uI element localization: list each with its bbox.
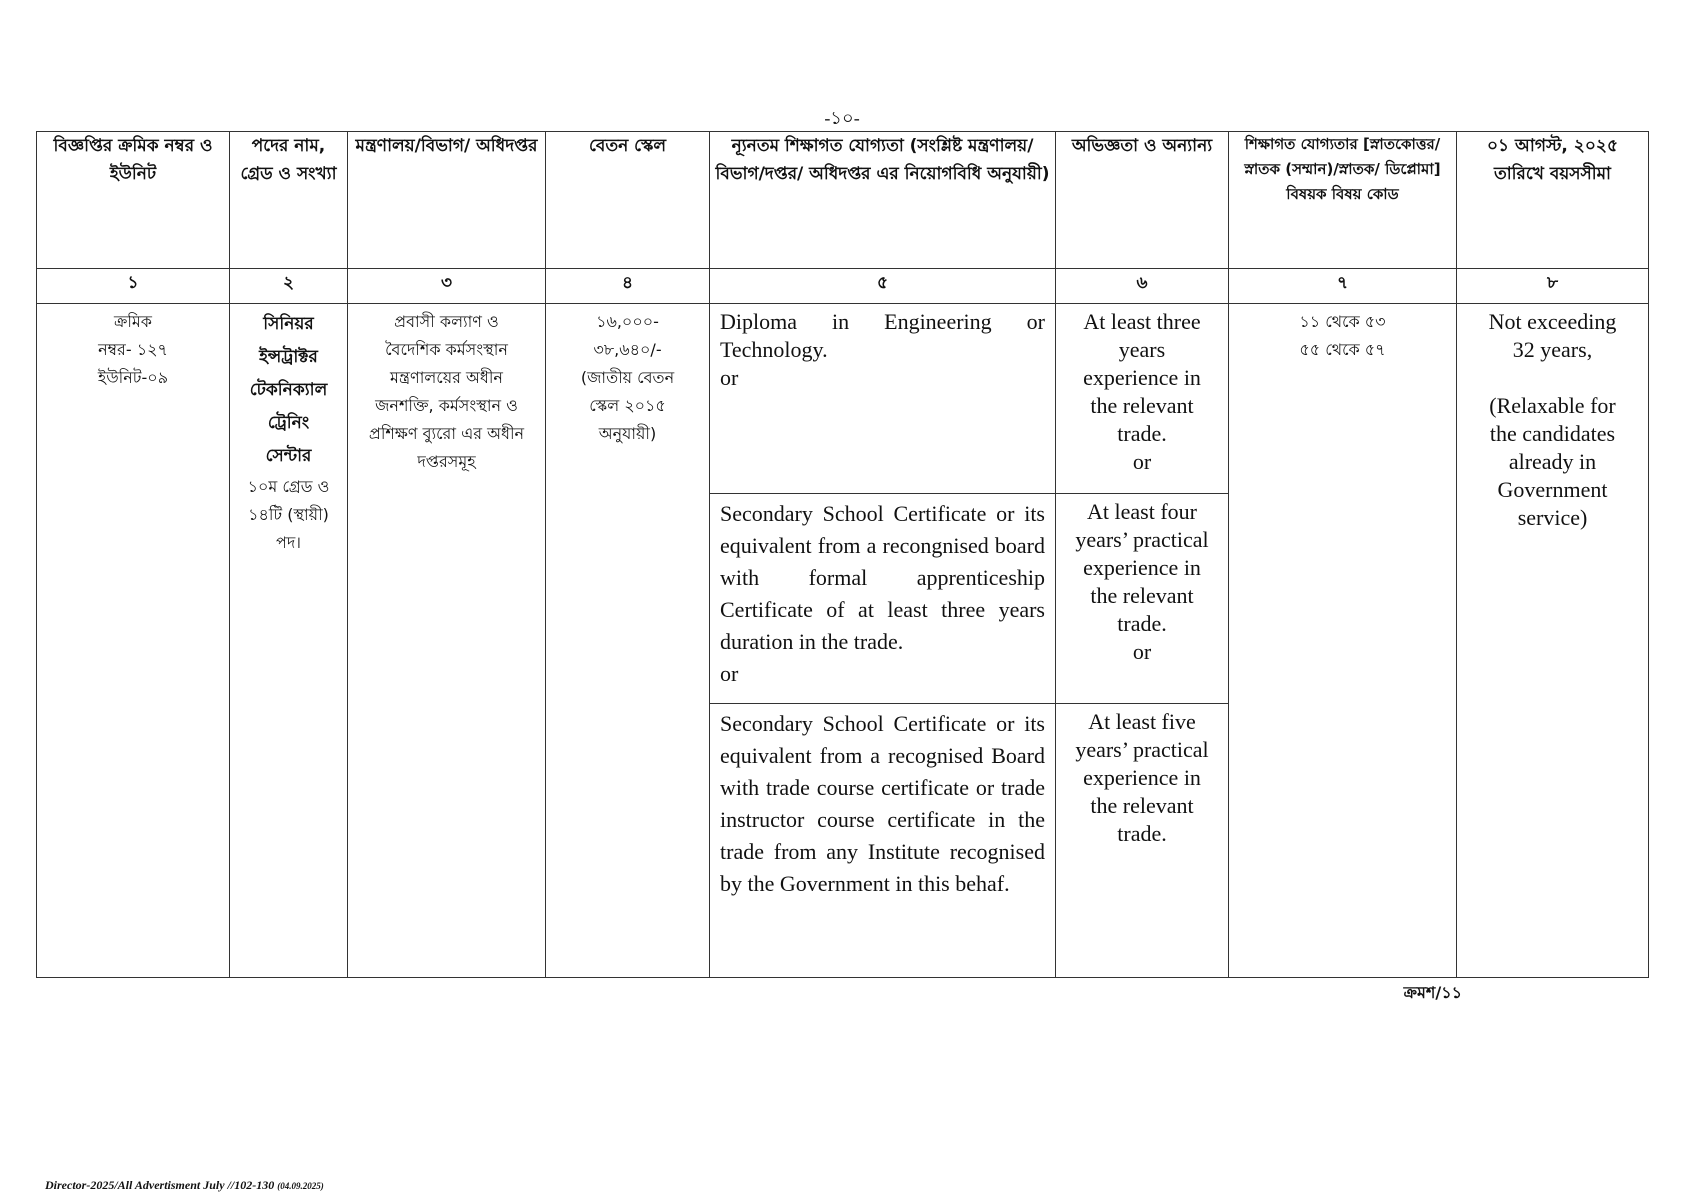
- grade-line: ১০ম গ্রেড ও: [247, 477, 330, 496]
- header-ministry: মন্ত্রণালয়/বিভাগ/ অধিদপ্তর: [348, 132, 546, 269]
- grade-line: ১৪টি (স্থায়ী): [248, 505, 329, 524]
- or-label: or: [1132, 639, 1152, 664]
- serial-line: নম্বর- ১২৭: [98, 340, 168, 359]
- continued-label: ক্রমশ/১১: [1403, 983, 1462, 1002]
- grade-line: পদ।: [276, 533, 301, 552]
- pay-scale-line: (জাতীয় বেতন: [580, 368, 675, 387]
- ministry-line: মন্ত্রণালয়ের অধীন: [390, 368, 503, 387]
- footer-date: (04.09.2025): [277, 1181, 324, 1191]
- post-name-line: ট্রেনিং: [267, 413, 310, 433]
- data-row-1: [37, 304, 1649, 494]
- experience-line: years’ practical: [1075, 737, 1209, 762]
- serial-cell: [37, 304, 230, 978]
- age-limit-cell: [1457, 304, 1649, 978]
- column-number: ১: [37, 269, 230, 304]
- post-name-line: সেন্টার: [265, 446, 312, 466]
- experience-line: years: [1118, 337, 1166, 362]
- or-label: or: [720, 365, 739, 390]
- header-row: [37, 132, 1649, 269]
- subject-code-line: ১১ থেকে ৫৩: [1299, 312, 1386, 331]
- experience-line: years’ practical: [1075, 527, 1209, 552]
- age-line: Government: [1497, 477, 1608, 502]
- header-experience: অভিজ্ঞতা ও অন্যান্য: [1056, 132, 1229, 269]
- serial-line: ক্রমিক: [113, 312, 153, 331]
- ministry-line: প্রশিক্ষণ ব্যুরো এর অধীন: [368, 424, 525, 443]
- header-serial: বিজ্ঞপ্তির ক্রমিক নম্বর ও ইউনিট: [37, 132, 230, 269]
- column-number: ৫: [710, 269, 1056, 304]
- age-line: the candidates: [1489, 421, 1616, 446]
- subject-code-cell: [1229, 304, 1457, 978]
- qualification-text: Diploma in Engineering or Technology.: [720, 309, 1045, 362]
- pay-scale-line: ১৬,০০০-: [596, 312, 659, 331]
- experience-line: trade.: [1117, 421, 1167, 446]
- or-label: or: [720, 661, 739, 686]
- column-number: ৪: [546, 269, 710, 304]
- pay-scale-line: স্কেল ২০১৫: [589, 396, 666, 415]
- column-number: ৭: [1229, 269, 1457, 304]
- column-number-row: [37, 269, 1649, 304]
- ministry-line: প্রবাসী কল্যাণ ও: [394, 312, 499, 331]
- post-name-line: সিনিয়র: [263, 314, 314, 334]
- ministry-line: জনশক্তি, কর্মসংস্থান ও: [375, 396, 518, 415]
- experience-line: the relevant: [1090, 793, 1194, 818]
- experience-line: trade.: [1117, 821, 1167, 846]
- qualification-cell: [710, 704, 1056, 978]
- experience-line: experience in: [1083, 555, 1201, 580]
- age-line: (Relaxable for: [1489, 393, 1616, 418]
- subject-code-line: ৫৫ থেকে ৫৭: [1299, 340, 1386, 359]
- header-qualification: ন্যূনতম শিক্ষাগত যোগ্যতা (সংশ্লিষ্ট মন্ত্রণালয়/বিভাগ/দপ্তর/ অধিদপ্তর এর নিয়োগবিধি অনুযায়ী): [710, 132, 1056, 269]
- qualification-text: Secondary School Certificate or its equivalent from a recongnised board with formal apprenticeship Certificate of at least three years duration in the trade.: [720, 501, 1045, 654]
- header-post: পদের নাম, গ্রেড ও সংখ্যা: [230, 132, 348, 269]
- experience-line: the relevant: [1090, 393, 1194, 418]
- age-line: already in: [1508, 449, 1597, 474]
- qualification-cell: [710, 304, 1056, 494]
- page-number: -১০-: [824, 108, 860, 128]
- column-number: ৩: [348, 269, 546, 304]
- experience-cell: [1056, 304, 1229, 494]
- column-number: ৮: [1457, 269, 1649, 304]
- post-name-line: ইন্সট্রাক্টর: [259, 347, 318, 367]
- experience-line: experience in: [1083, 765, 1201, 790]
- or-label: or: [1132, 449, 1152, 474]
- experience-line: trade.: [1117, 611, 1167, 636]
- age-line: Not exceeding: [1488, 309, 1617, 334]
- column-number: ৬: [1056, 269, 1229, 304]
- age-line: 32 years,: [1512, 337, 1593, 362]
- serial-line: ইউনিট-০৯: [97, 368, 169, 387]
- qualification-cell: [710, 494, 1056, 704]
- experience-line: experience in: [1083, 365, 1201, 390]
- experience-line: the relevant: [1090, 583, 1194, 608]
- post-name-line: টেকনিক্যাল: [249, 380, 328, 400]
- experience-cell: [1056, 704, 1229, 978]
- ministry-cell: [348, 304, 546, 978]
- job-advertisement-table: [36, 131, 1649, 978]
- pay-scale-cell: [546, 304, 710, 978]
- experience-line: At least four: [1087, 499, 1197, 524]
- header-subject-code: শিক্ষাগত যোগ্যতার [স্নাতকোত্তর/স্নাতক (সম্মান)/স্নাতক/ ডিপ্লোমা] বিষয়ক বিষয় কোড: [1229, 132, 1457, 269]
- ministry-line: দপ্তরসমূহ: [417, 452, 476, 471]
- pay-scale-line: অনুযায়ী): [598, 424, 657, 443]
- qualification-text: Secondary School Certificate or its equivalent from a recognised Board with trade course certificate or trade instructor course certificate in the trade from any Institute recognised by the Government in this behaf.: [720, 711, 1045, 896]
- header-age-limit: ০১ আগস্ট, ২০২৫ তারিখে বয়সসীমা: [1457, 132, 1649, 269]
- experience-cell: [1056, 494, 1229, 704]
- experience-line: At least three: [1083, 309, 1201, 334]
- ministry-line: বৈদেশিক কর্মসংস্থান: [385, 340, 508, 359]
- experience-line: At least five: [1088, 709, 1196, 734]
- age-line: service): [1517, 505, 1588, 530]
- column-number: ২: [230, 269, 348, 304]
- header-pay-scale: বেতন স্কেল: [546, 132, 710, 269]
- post-cell: [230, 304, 348, 978]
- footer-ref-text: Director-2025/All Advertisment July //102-130: [45, 1178, 275, 1192]
- pay-scale-line: ৩৮,৬৪০/-: [593, 340, 662, 359]
